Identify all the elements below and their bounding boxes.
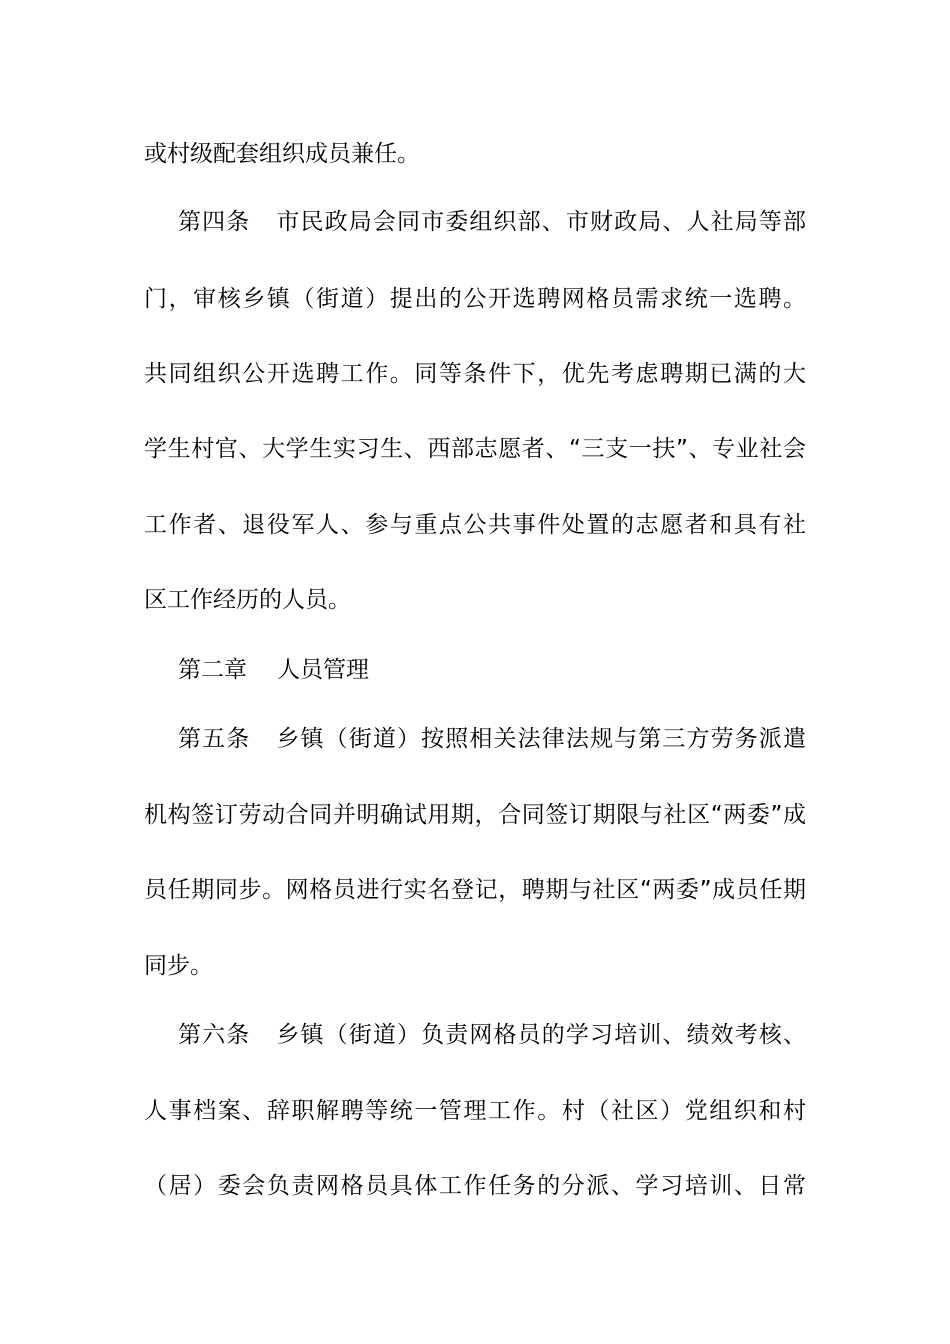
line-text: 学生村官、大学生实习生、西部志愿者、“三支一扶”、专业社会 bbox=[144, 436, 806, 462]
article-5-text: 乡镇（街道）按照相关法律法规与第三方劳务派遣 bbox=[276, 726, 806, 752]
paragraph-line bbox=[144, 359, 806, 389]
paragraph-line bbox=[144, 875, 806, 905]
line-text: 或村级配套组织成员兼任。 bbox=[144, 141, 420, 167]
article-4-text: 市民政局会同市委组织部、市财政局、人社局等部 bbox=[276, 209, 806, 235]
chapter-title: 人员管理 bbox=[277, 657, 369, 683]
paragraph-line bbox=[144, 951, 806, 981]
line-text: 区工作经历的人员。 bbox=[144, 587, 351, 613]
paragraph-line bbox=[144, 800, 806, 830]
article-6-heading: 第六条 bbox=[178, 1022, 251, 1048]
chapter-heading bbox=[178, 655, 806, 685]
article-4-first-line bbox=[178, 207, 806, 237]
line-text: 门，审核乡镇（街道）提出的公开选聘网格员需求统一选聘。 bbox=[144, 286, 806, 312]
paragraph-line bbox=[144, 1171, 806, 1201]
article-6-text: 乡镇（街道）负责网格员的学习培训、绩效考核、 bbox=[276, 1022, 806, 1048]
article-6-first-line bbox=[178, 1020, 806, 1050]
line-text: 同步。 bbox=[144, 953, 213, 979]
paragraph-line bbox=[144, 434, 806, 464]
paragraph-line bbox=[144, 1096, 806, 1126]
paragraph-line bbox=[144, 139, 806, 169]
paragraph-line bbox=[144, 284, 806, 314]
paragraph-line bbox=[144, 510, 806, 540]
line-text: （居）委会负责网格员具体工作任务的分派、学习培训、日常 bbox=[144, 1173, 806, 1199]
article-4-heading: 第四条 bbox=[178, 209, 251, 235]
article-5-first-line bbox=[178, 724, 806, 754]
article-5-heading: 第五条 bbox=[178, 726, 251, 752]
line-text: 工作者、退役军人、参与重点公共事件处置的志愿者和具有社 bbox=[144, 512, 806, 538]
line-text: 人事档案、辞职解聘等统一管理工作。村（社区）党组织和村 bbox=[144, 1098, 806, 1124]
line-text: 共同组织公开选聘工作。同等条件下，优先考虑聘期已满的大 bbox=[144, 361, 806, 387]
line-text: 员任期同步。网格员进行实名登记，聘期与社区“两委”成员任期 bbox=[144, 877, 806, 903]
line-text: 机构签订劳动合同并明确试用期，合同签订期限与社区“两委”成 bbox=[144, 802, 806, 828]
paragraph-line bbox=[144, 585, 806, 615]
chapter-number: 第二章 bbox=[178, 657, 247, 683]
